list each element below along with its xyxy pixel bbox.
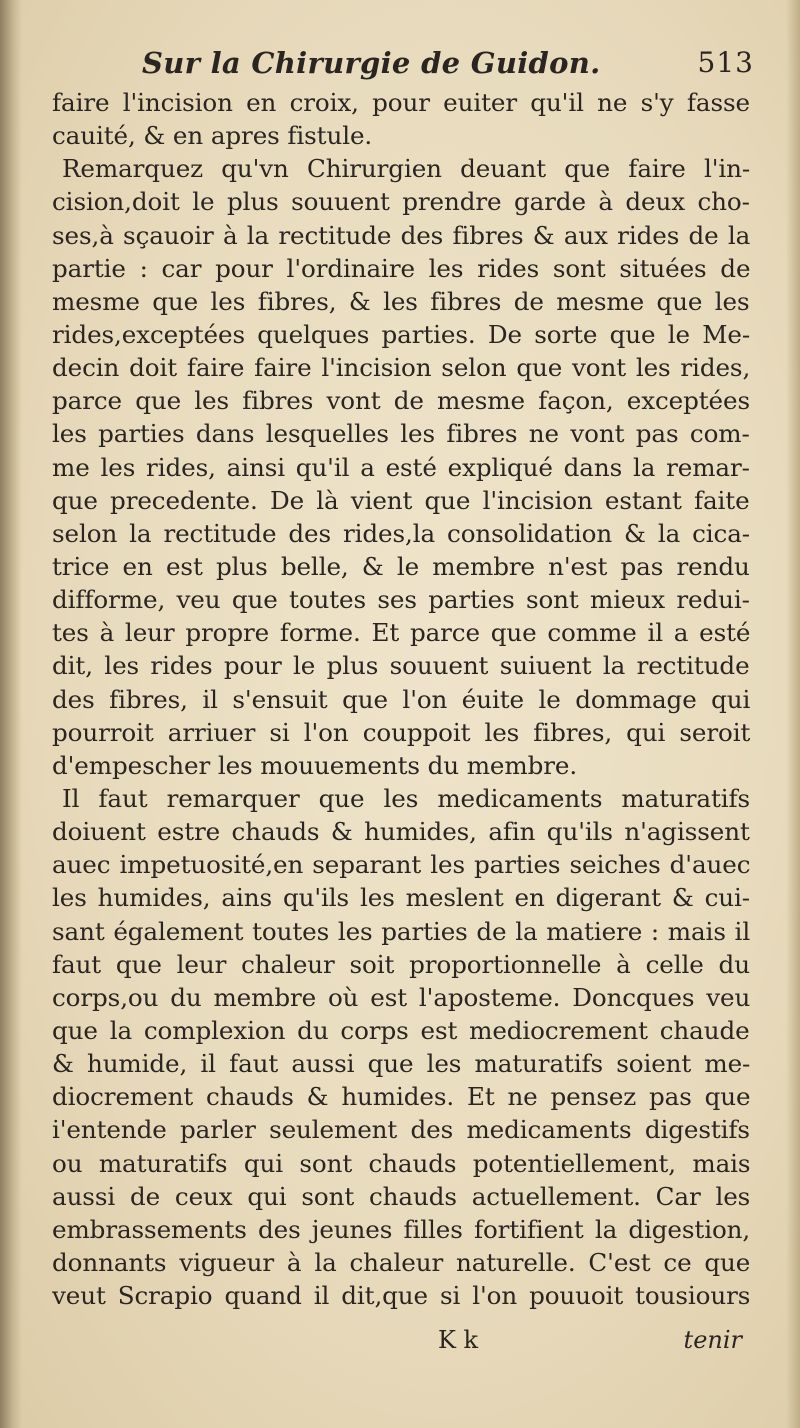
text-line: que precedente. De là vient que l'incision estant faite [52,485,750,515]
text-line: trice en est plus belle, & le membre n'est pas rendu [52,551,750,581]
text-line: les humides, ains qu'ils les meslent en digerant & cui- [52,883,750,913]
text-line: diocrement chauds & humides. Et ne pensez pas que [52,1082,751,1112]
text-line: ses,à sçauoir à la rectitude des fibres & aux rides de la [52,220,751,250]
catchword: tenir [683,1326,742,1354]
text-line: tes à leur propre forme. Et parce que comme il a esté [52,618,751,648]
text-line: cision,doit le plus souuent prendre garde à deux cho- [52,187,750,217]
text-line: mesme que les fibres, & les fibres de mesme que les [52,286,750,316]
running-title: Sur la Chirurgie de Guidon. [142,46,601,80]
page-header [40,46,754,86]
text-line: doiuent estre chauds & humides, afin qu'ils n'agissent [52,817,750,847]
text-line: decin doit faire faire l'incision selon que vont les rides, [52,353,751,383]
text-line: faire l'incision en croix, pour euiter qu'il ne s'y fasse [52,88,750,117]
text-line: auec impetuosité,en separant les parties seiches d'auec [52,850,751,880]
page-number: 513 [697,46,754,79]
text-line: d'empescher les mouuements du membre. [52,750,578,780]
text-line: & humide, il faut aussi que les maturatifs soient me- [52,1049,751,1079]
text-line: partie : car pour l'ordinaire les rides sont situées de [52,253,751,283]
text-line: Remarquez qu'vn Chirurgien deuant que faire l'in- [62,154,751,184]
binding-shadow [0,0,22,1428]
text-line: sant également toutes les parties de la matiere : mais il [52,916,751,946]
text-line: dit, les rides pour le plus souuent suiuent la rectitude [52,651,750,681]
text-line: donnants vigueur à la chaleur naturelle. C'est ce que [52,1247,751,1277]
text-line: faut que leur chaleur soit proportionnelle à celle du [52,949,750,979]
text-line: des fibres, il s'ensuit que l'on éuite le dommage qui [52,684,751,714]
text-line: ou maturatifs qui sont chauds potentiellement, mais [52,1148,751,1178]
text-line: rides,exceptées quelques parties. De sorte que le Me- [52,319,751,349]
text-line: pourroit arriuer si l'on couppoit les fibres, qui seroit [52,717,751,747]
text-line: que la complexion du corps est mediocrement chaude [52,1015,750,1045]
text-line: cauité, & en apres fistule. [52,121,373,151]
text-line: Il faut remarquer que les medicaments maturatifs [62,783,751,813]
text-line: embrassements des jeunes filles fortifient la digestion, [52,1214,751,1244]
body-text [52,86,752,1312]
text-line: me les rides, ainsi qu'il a esté expliqué dans la remar- [52,452,750,482]
text-line: difforme, veu que toutes ses parties sont mieux redui- [52,585,750,615]
page-footer [52,1326,752,1356]
text-line: aussi de ceux qui sont chauds actuellement. Car les [52,1181,751,1211]
page-edge [786,0,800,1428]
text-line: veut Scrapio quand il dit,que si l'on pouuoit tousiours [52,1281,751,1311]
signature-mark: K k [438,1326,479,1354]
text-line: parce que les fibres vont de mesme façon, exceptées [52,386,750,416]
text-line: les parties dans lesquelles les fibres ne vont pas com- [52,419,750,449]
text-line: selon la rectitude des rides,la consolidation & la cica- [52,518,751,548]
text-line: corps,ou du membre où est l'aposteme. Doncques veu [52,982,751,1012]
text-line: i'entende parler seulement des medicaments digestifs [52,1115,750,1145]
